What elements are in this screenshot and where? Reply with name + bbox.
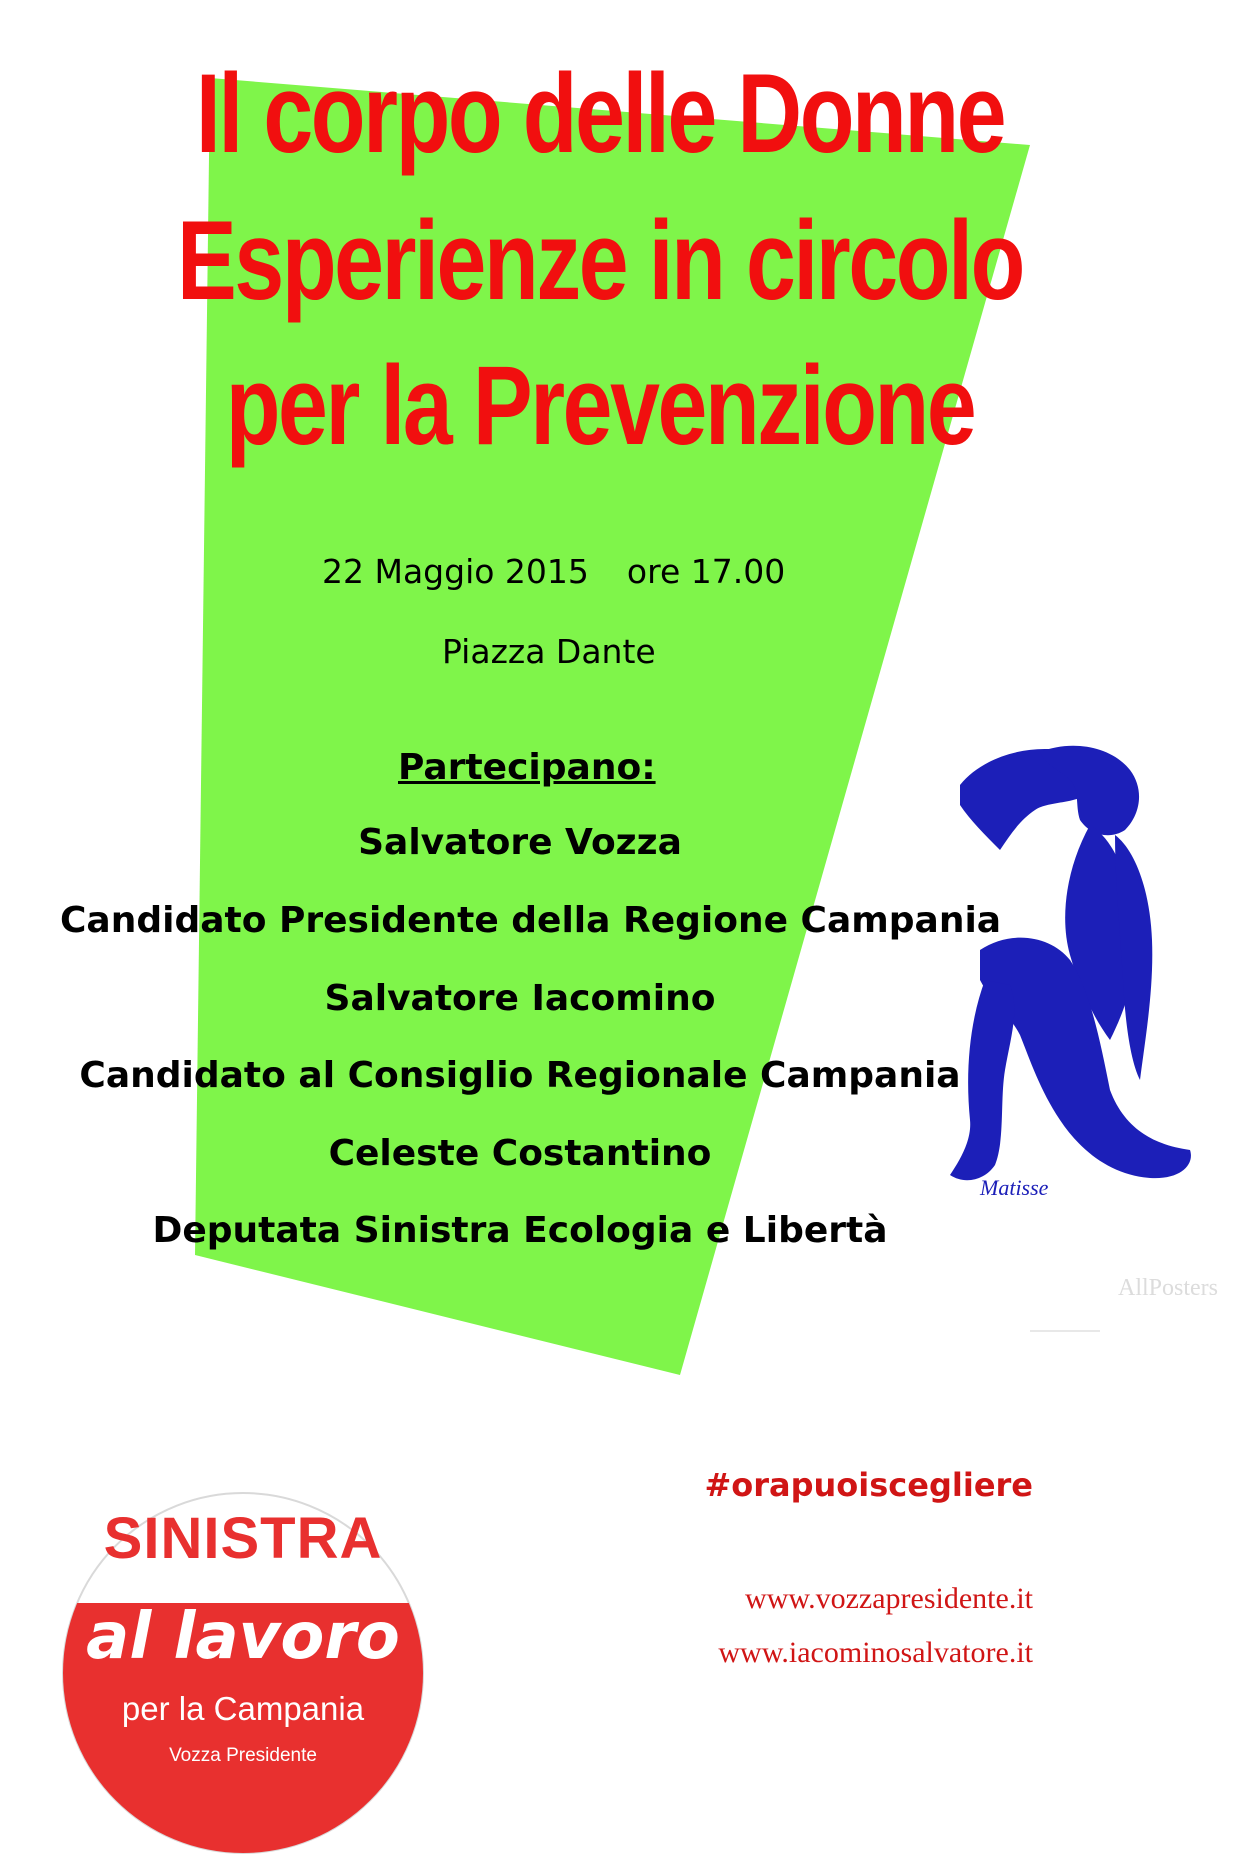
- participant-role: Candidato al Consiglio Regionale Campania: [79, 1055, 961, 1096]
- website-link[interactable]: www.iacominosalvatore.it: [718, 1636, 1033, 1669]
- participant-role: Deputata Sinistra Ecologia e Libertà: [152, 1210, 888, 1251]
- hashtag: #orapuoiscegliere: [704, 1466, 1033, 1504]
- matisse-signature: Matisse: [980, 1175, 1049, 1200]
- participant-name: Celeste Costantino: [328, 1133, 712, 1174]
- matisse-blue-nude-image: [940, 740, 1200, 1210]
- sinistra-al-lavoro-logo: [58, 1506, 428, 1766]
- participant-name: Salvatore Vozza: [358, 822, 682, 863]
- divider-line: [1030, 1330, 1100, 1332]
- logo-line-3: per la Campania: [121, 1690, 365, 1727]
- logo-line-4: Vozza Presidente: [169, 1745, 317, 1766]
- logo-line-2: al lavoro: [86, 1600, 400, 1674]
- event-place: Piazza Dante: [442, 632, 656, 671]
- event-date-time: [322, 552, 785, 591]
- title-line-1: Il corpo delle Donne: [195, 51, 1005, 176]
- event-date: 22 Maggio 2015: [322, 552, 589, 591]
- watermark-text: AllPosters: [1118, 1275, 1219, 1301]
- participant-role: Candidato Presidente della Regione Campania: [60, 900, 1002, 941]
- participant-name: Salvatore Iacomino: [324, 978, 716, 1019]
- participants-heading: Partecipano:: [398, 747, 656, 788]
- title-line-3: per la Prevenzione: [225, 343, 975, 468]
- website-link[interactable]: www.vozzapresidente.it: [745, 1582, 1033, 1615]
- title-line-2: Esperienze in circolo: [177, 198, 1023, 323]
- event-time: ore 17.00: [626, 552, 786, 591]
- logo-line-1: SINISTRA: [103, 1506, 383, 1571]
